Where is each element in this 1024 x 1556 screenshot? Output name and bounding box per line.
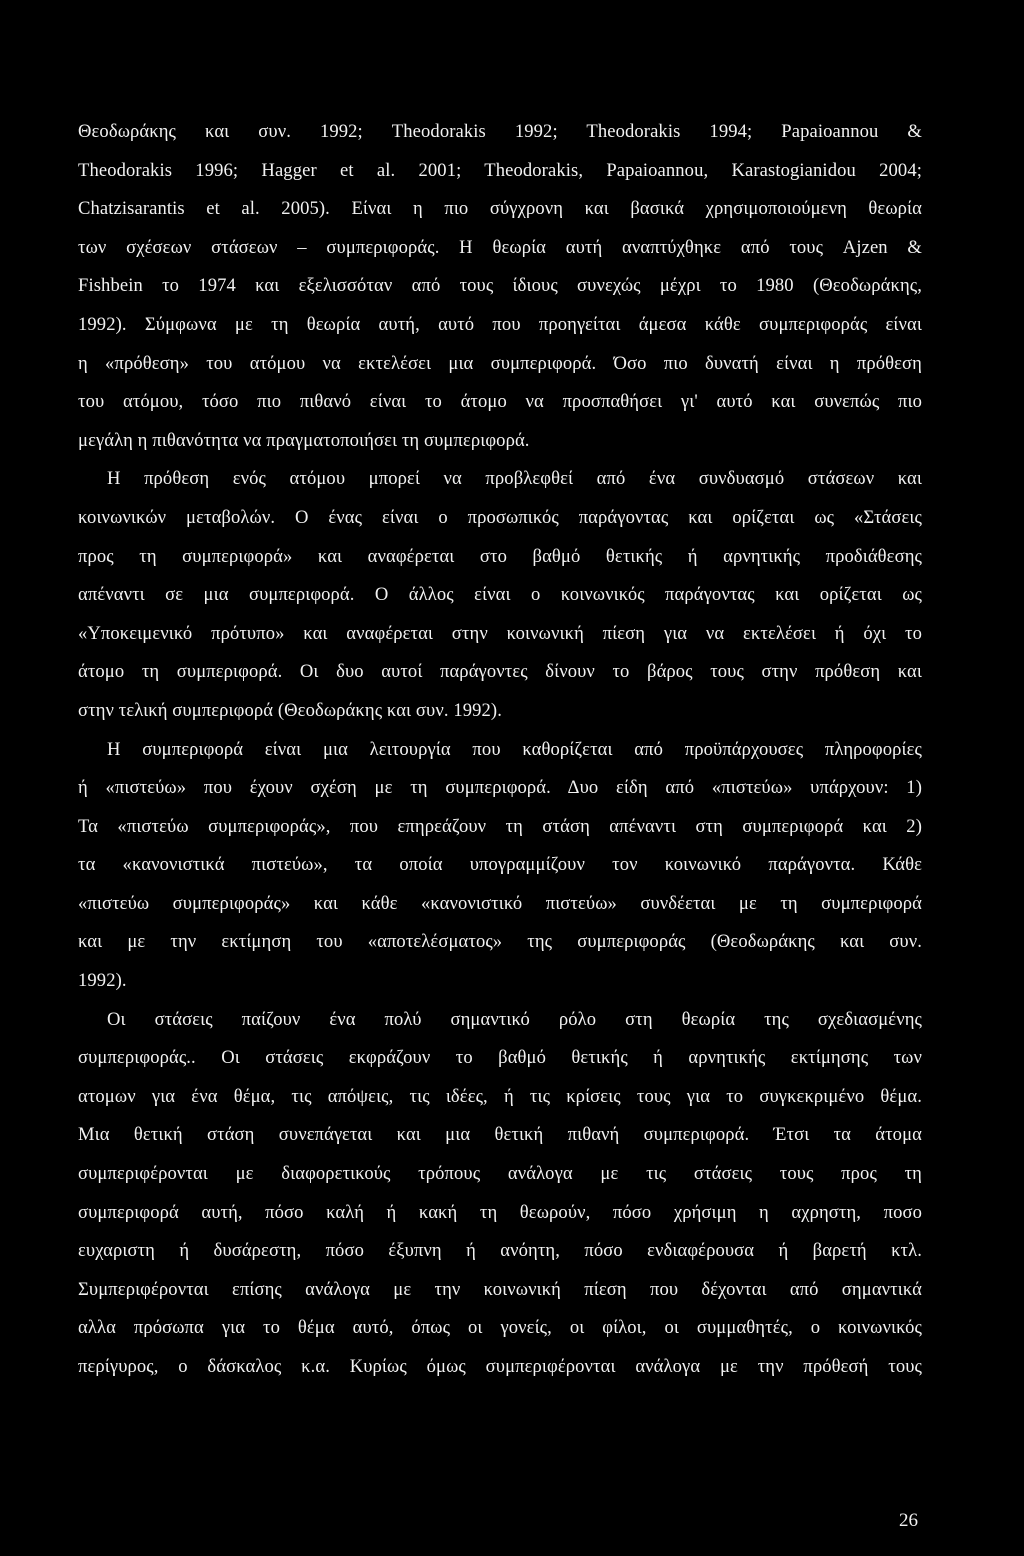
text-line: μεγάλη η πιθανότητα να πραγματοποιήσει τη συμπεριφορά.	[78, 429, 530, 451]
text-line: Η συμπεριφορά είναι μια λειτουργία που καθορίζεται από προϋπάρχουσες πληροφορίες	[107, 738, 922, 760]
text-line: αλλα πρόσωπα για το θέμα αυτό, όπως οι γονείς, οι φίλοι, οι συμμαθητές, ο κοινωνικός	[78, 1317, 922, 1339]
text-line: 1992).	[78, 970, 127, 992]
text-line: ή «πιστεύω» που έχουν σχέση με τη συμπεριφορά. Δυο είδη από «πιστεύω» υπάρχουν: 1)	[78, 777, 922, 799]
page-number: 26	[899, 1510, 918, 1531]
text-line: «Υποκειμενικό πρότυπο» και αναφέρεται στην κοινωνική πίεση για να εκτελέσει ή όχι το	[78, 622, 922, 644]
text-line: του ατόμου, τόσο πιο πιθανό είναι το άτομο να προσπαθήσει γι' αυτό και συνεπώς πιο	[78, 391, 922, 413]
text-line: Chatzisarantis et al. 2005). Είναι η πιο σύγχρονη και βασικά χρησιμοποιούμενη θεωρία	[78, 198, 922, 220]
text-line: ευχαριστη ή δυσάρεστη, πόσο έξυπνη ή ανόητη, πόσο ενδιαφέρουσα ή βαρετή κτλ.	[78, 1240, 922, 1262]
text-line: συμπεριφέρονται με διαφορετικούς τρόπους ανάλογα με τις στάσεις τους προς τη	[78, 1163, 922, 1185]
text-line: απέναντι σε μια συμπεριφορά. Ο άλλος είναι ο κοινωνικός παράγοντας και ορίζεται ως	[78, 584, 922, 606]
text-line: ατομων για ένα θέμα, τις απόψεις, τις ιδέες, ή τις κρίσεις τους για το συγκεκριμένο θέμα.	[78, 1085, 922, 1107]
text-line: στην τελική συμπεριφορά (Θεοδωράκης και συν. 1992).	[78, 699, 502, 721]
text-line: Οι στάσεις παίζουν ένα πολύ σημαντικό ρόλο στη θεωρία της σχεδιασμένης	[107, 1008, 922, 1030]
text-line: Συμπεριφέρονται επίσης ανάλογα με την κοινωνική πίεση που δέχονται από σημαντικά	[78, 1278, 922, 1300]
text-line: «πιστεύω συμπεριφοράς» και κάθε «κανονιστικό πιστεύω» συνδέεται με τη συμπεριφορά	[78, 892, 922, 914]
text-line: περίγυρος, ο δάσκαλος κ.α. Κυρίως όμως συμπεριφέρονται ανάλογα με την πρόθεσή τους	[78, 1356, 922, 1377]
text-line: συμπεριφορά αυτή, πόσο καλή ή κακή τη θεωρούν, πόσο χρήσιμη η αχρηστη, ποσο	[78, 1201, 922, 1223]
text-line: Theodorakis 1996; Hagger et al. 2001; Theodorakis, Papaioannou, Karastogianidou 2004;	[78, 159, 922, 181]
text-line: κοινωνικών μεταβολών. Ο ένας είναι ο προσωπικός παράγοντας και ορίζεται ως «Στάσεις	[78, 506, 922, 528]
text-line: 1992). Σύμφωνα με τη θεωρία αυτή, αυτό που προηγείται άμεσα κάθε συμπεριφοράς είναι	[78, 313, 922, 335]
text-line: προς τη συμπεριφορά» και αναφέρεται στο βαθμό θετικής ή αρνητικής προδιάθεσης	[78, 545, 922, 567]
text-line: Θεοδωράκης και συν. 1992; Theodorakis 1992; Theodorakis 1994; Papaioannou &	[78, 121, 922, 142]
text-line: Μια θετική στάση συνεπάγεται και μια θετική πιθανή συμπεριφορά. Έτσι τα άτομα	[78, 1124, 922, 1146]
document-body	[78, 113, 922, 1387]
text-line: συμπεριφοράς.. Οι στάσεις εκφράζουν το βαθμό θετικής ή αρνητικής εκτίμησης των	[78, 1047, 922, 1069]
text-line: Fishbein το 1974 και εξελισσόταν από τους ίδιους συνεχώς μέχρι το 1980 (Θεοδωράκης,	[78, 275, 922, 297]
text-line: η «πρόθεση» του ατόμου να εκτελέσει μια συμπεριφορά. Όσο πιο δυνατή είναι η πρόθεση	[78, 352, 922, 374]
text-line: άτομο τη συμπεριφορά. Οι δυο αυτοί παράγοντες δίνουν το βάρος τους στην πρόθεση και	[78, 661, 922, 683]
text-line: Η πρόθεση ενός ατόμου μπορεί να προβλεφθεί από ένα συνδυασμό στάσεων και	[107, 468, 922, 490]
text-line: και με την εκτίμηση του «αποτελέσματος» της συμπεριφοράς (Θεοδωράκης και συν.	[78, 931, 922, 953]
text-line: Τα «πιστεύω συμπεριφοράς», που επηρεάζουν τη στάση απέναντι στη συμπεριφορά και 2)	[78, 815, 922, 837]
text-line: των σχέσεων στάσεων – συμπεριφοράς. Η θεωρία αυτή αναπτύχθηκε από τους Ajzen &	[78, 236, 922, 258]
text-line: τα «κανονιστικά πιστεύω», τα οποία υπογραμμίζουν τον κοινωνικό παράγοντα. Κάθε	[78, 854, 922, 876]
